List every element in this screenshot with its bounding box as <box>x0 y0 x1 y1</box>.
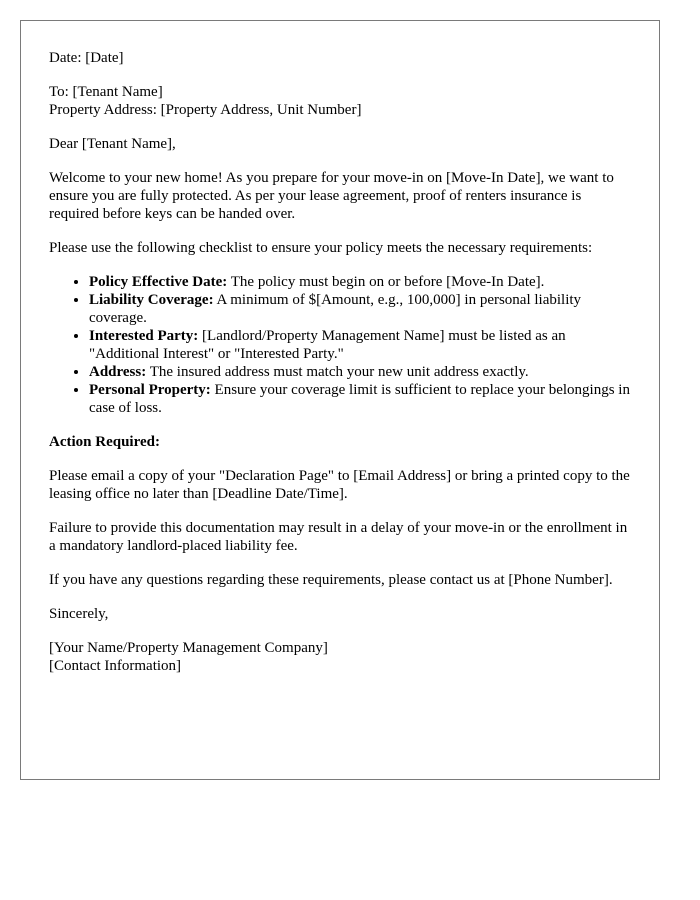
signature-contact: [Contact Information] <box>49 658 182 674</box>
checklist-item-text: [Landlord/Property Management Name] must be listed as an "Additional Interest" or "Interested Party." <box>89 328 566 362</box>
letter-page <box>20 20 660 780</box>
checklist-item <box>89 363 631 381</box>
checklist-item <box>89 273 631 291</box>
intro-paragraph: Welcome to your new home! As you prepare for your move-in on [Move-In Date], we want to ensure you are fully protected. As per your lease agreement, proof of renters insurance is required before keys can be handed over. <box>49 170 614 222</box>
salutation: Dear [Tenant Name], <box>49 136 176 152</box>
date-block <box>49 49 631 67</box>
questions-paragraph: If you have any questions regarding these requirements, please contact us at [Phone Number]. <box>49 572 613 588</box>
checklist-item-label: Personal Property: <box>89 382 211 398</box>
recipient-line: To: [Tenant Name] <box>49 84 163 100</box>
checklist-item <box>89 291 631 327</box>
date-line: Date: [Date] <box>49 50 124 66</box>
signature-block <box>49 639 631 675</box>
checklist-item <box>89 381 631 417</box>
action-paragraph: Please email a copy of your "Declaration Page" to [Email Address] or bring a printed copy to the leasing office no later than [Deadline Date/Time]. <box>49 468 630 502</box>
closing: Sincerely, <box>49 606 109 622</box>
checklist-item-label: Address: <box>89 364 147 380</box>
checklist-item-text: The policy must begin on or before [Move-In Date]. <box>227 274 545 290</box>
checklist-item-text: The insured address must match your new unit address exactly. <box>146 364 529 380</box>
checklist-item-text: Ensure your coverage limit is sufficient to replace your belongings in case of loss. <box>89 382 630 416</box>
checklist-item-label: Policy Effective Date: <box>89 274 228 290</box>
failure-paragraph: Failure to provide this documentation may result in a delay of your move-in or the enrollment in a mandatory landlord-placed liability fee. <box>49 520 628 554</box>
recipient-block <box>49 83 631 119</box>
checklist-item-label: Liability Coverage: <box>89 292 214 308</box>
checklist-item-label: Interested Party: <box>89 328 199 344</box>
action-required-heading: Action Required: <box>49 434 160 450</box>
checklist-intro: Please use the following checklist to ensure your policy meets the necessary requirements: <box>49 240 593 256</box>
requirements-checklist <box>49 273 631 417</box>
property-address-line: Property Address: [Property Address, Unit Number] <box>49 102 362 118</box>
checklist-item-text: A minimum of $[Amount, e.g., 100,000] in personal liability coverage. <box>89 292 582 326</box>
signature-name: [Your Name/Property Management Company] <box>49 640 328 656</box>
checklist-item <box>89 327 631 363</box>
